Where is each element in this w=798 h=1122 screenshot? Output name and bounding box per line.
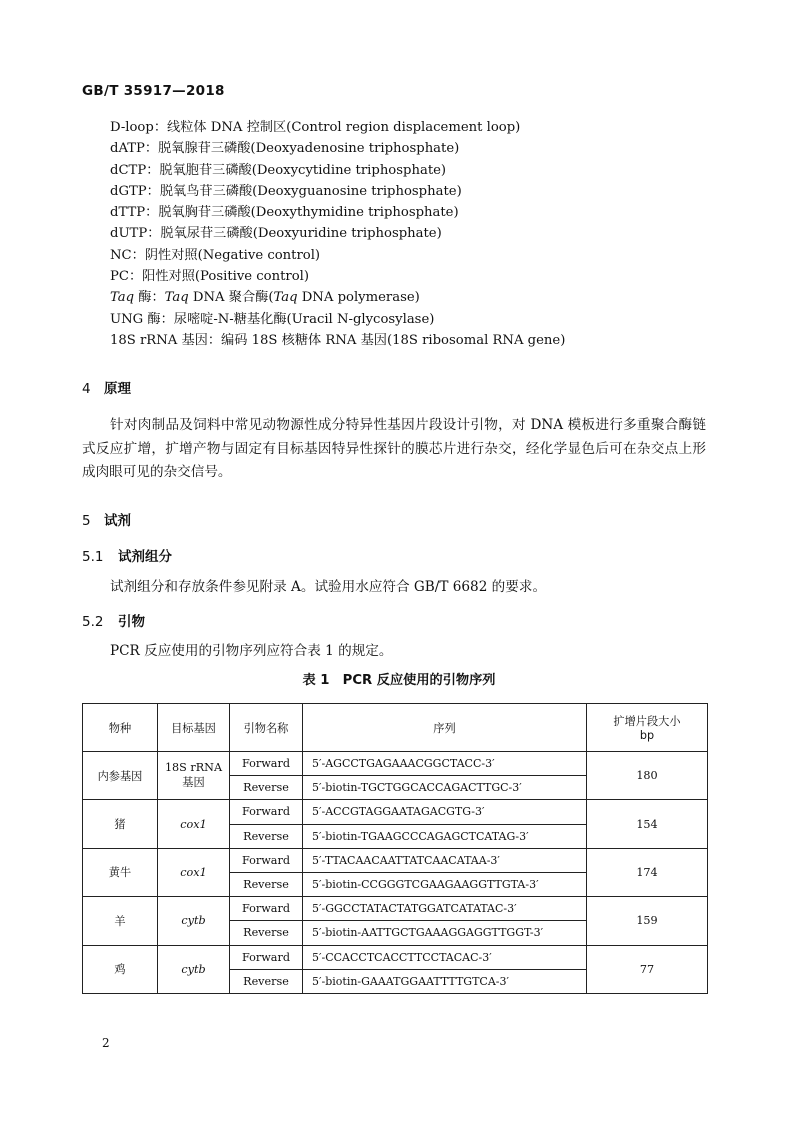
species-cell: 猪 [83,800,158,848]
size-cell: 154 [587,800,708,848]
table-row [83,752,708,776]
size-cell: 174 [587,848,708,896]
abbreviation-item-taq: Taq 酶：Taq DNA 聚合酶(Taq DNA polymerase) [110,290,420,306]
section-5-1-heading: 5.1 试剂组分 [82,549,172,565]
abbreviation-item: NC：阴性对照(Negative control) [110,247,321,263]
size-cell: 77 [587,945,708,993]
section-4-body: 针对肉制品及饲料中常见动物源性成分特异性基因片段设计引物，对 DNA 模板进行多重聚合酶链式反应扩增，扩增产物与固定有目标基因特异性探针的膜芯片进行杂交，经化学显色后可在杂交点上形成肉眼可见的杂交信号。 [82,417,706,480]
table-row [83,897,708,921]
abbreviation-item: dTTP：脱氧胸苷三磷酸(Deoxythymidine triphosphate) [110,205,459,221]
abbreviation-item-ung: UNG 酶：尿嘧啶-N-糖基化酶(Uracil N-glycosylase) [110,311,435,327]
size-cell: 159 [587,897,708,945]
table-row [83,848,708,872]
species-cell: 黄牛 [83,848,158,896]
table-row [83,945,708,969]
table-row [83,800,708,824]
sequence-cell: 5′-biotin-GAAATGGAATTTTGTCA-3′ [303,969,587,993]
header-primer: 引物名称 [230,704,303,752]
gene-cell: cox1 [158,848,230,896]
sequence-cell: 5′-AGCCTGAGAAACGGCTACC-3′ [303,752,587,776]
abbreviation-item: PC：阳性对照(Positive control) [110,269,310,285]
species-cell: 内参基因 [83,752,158,800]
gene-cell: cox1 [158,800,230,848]
section-5-2-body: PCR 反应使用的引物序列应符合表 1 的规定。 [110,643,393,659]
primer-name-cell: Reverse [230,872,303,896]
abbreviation-item: dGTP：脱氧鸟苷三磷酸(Deoxyguanosine triphosphate) [110,183,462,199]
header-sequence: 序列 [303,704,587,752]
sequence-cell: 5′-biotin-TGCTGGCACCAGACTTGC-3′ [303,776,587,800]
header-species: 物种 [83,704,158,752]
sequence-cell: 5′-GGCCTATACTATGGATCATATAC-3′ [303,897,587,921]
abbreviation-item-18s: 18S rRNA 基因：编码 18S 核糖体 RNA 基因(18S ribosomal RNA gene) [110,332,566,348]
table-header-row [83,704,708,752]
section-4-heading: 4 原理 [82,381,131,397]
section-5-2-heading: 5.2 引物 [82,614,145,630]
primer-name-cell: Reverse [230,824,303,848]
gene-cell: 18S rRNA 基因 [158,752,230,800]
sequence-cell: 5′-ACCGTAGGAATAGACGTG-3′ [303,800,587,824]
abbreviation-item: dCTP：脱氧胞苷三磷酸(Deoxycytidine triphosphate) [110,162,447,178]
abbreviation-item: dATP：脱氧腺苷三磷酸(Deoxyadenosine triphosphate) [110,141,460,157]
abbreviation-item: D-loop：线粒体 DNA 控制区(Control region displacement loop) [110,120,521,135]
primer-name-cell: Forward [230,800,303,824]
abbreviation-list [110,117,565,351]
primer-name-cell: Reverse [230,776,303,800]
section-5-heading: 5 试剂 [82,513,131,529]
primer-name-cell: Forward [230,752,303,776]
primer-name-cell: Reverse [230,969,303,993]
sequence-cell: 5′-biotin-AATTGCTGAAAGGAGGTTGGT-3′ [303,921,587,945]
primer-table [82,703,708,994]
primer-name-cell: Forward [230,848,303,872]
gene-cell: cytb [158,945,230,993]
size-cell: 180 [587,752,708,800]
species-cell: 鸡 [83,945,158,993]
header-size: 扩增片段大小 bp [587,704,708,752]
page-number: 2 [102,1036,110,1050]
header-gene: 目标基因 [158,704,230,752]
sequence-cell: 5′-biotin-CCGGGTCGAAGAAGGTTGTA-3′ [303,872,587,896]
primer-name-cell: Forward [230,897,303,921]
sequence-cell: 5′-CCACCTCACCTTCCTACAC-3′ [303,945,587,969]
primer-name-cell: Forward [230,945,303,969]
species-cell: 羊 [83,897,158,945]
section-5-1-body: 试剂组分和存放条件参见附录 A。试验用水应符合 GB/T 6682 的要求。 [110,579,547,595]
table-caption: 表 1 PCR 反应使用的引物序列 [302,673,496,688]
sequence-cell: 5′-biotin-TGAAGCCCAGAGCTCATAG-3′ [303,824,587,848]
sequence-cell: 5′-TTACAACAATTATCAACATAA-3′ [303,848,587,872]
primer-name-cell: Reverse [230,921,303,945]
abbreviation-item: dUTP：脱氧尿苷三磷酸(Deoxyuridine triphosphate) [110,226,442,242]
standard-number: GB/T 35917—2018 [82,83,225,99]
gene-cell: cytb [158,897,230,945]
